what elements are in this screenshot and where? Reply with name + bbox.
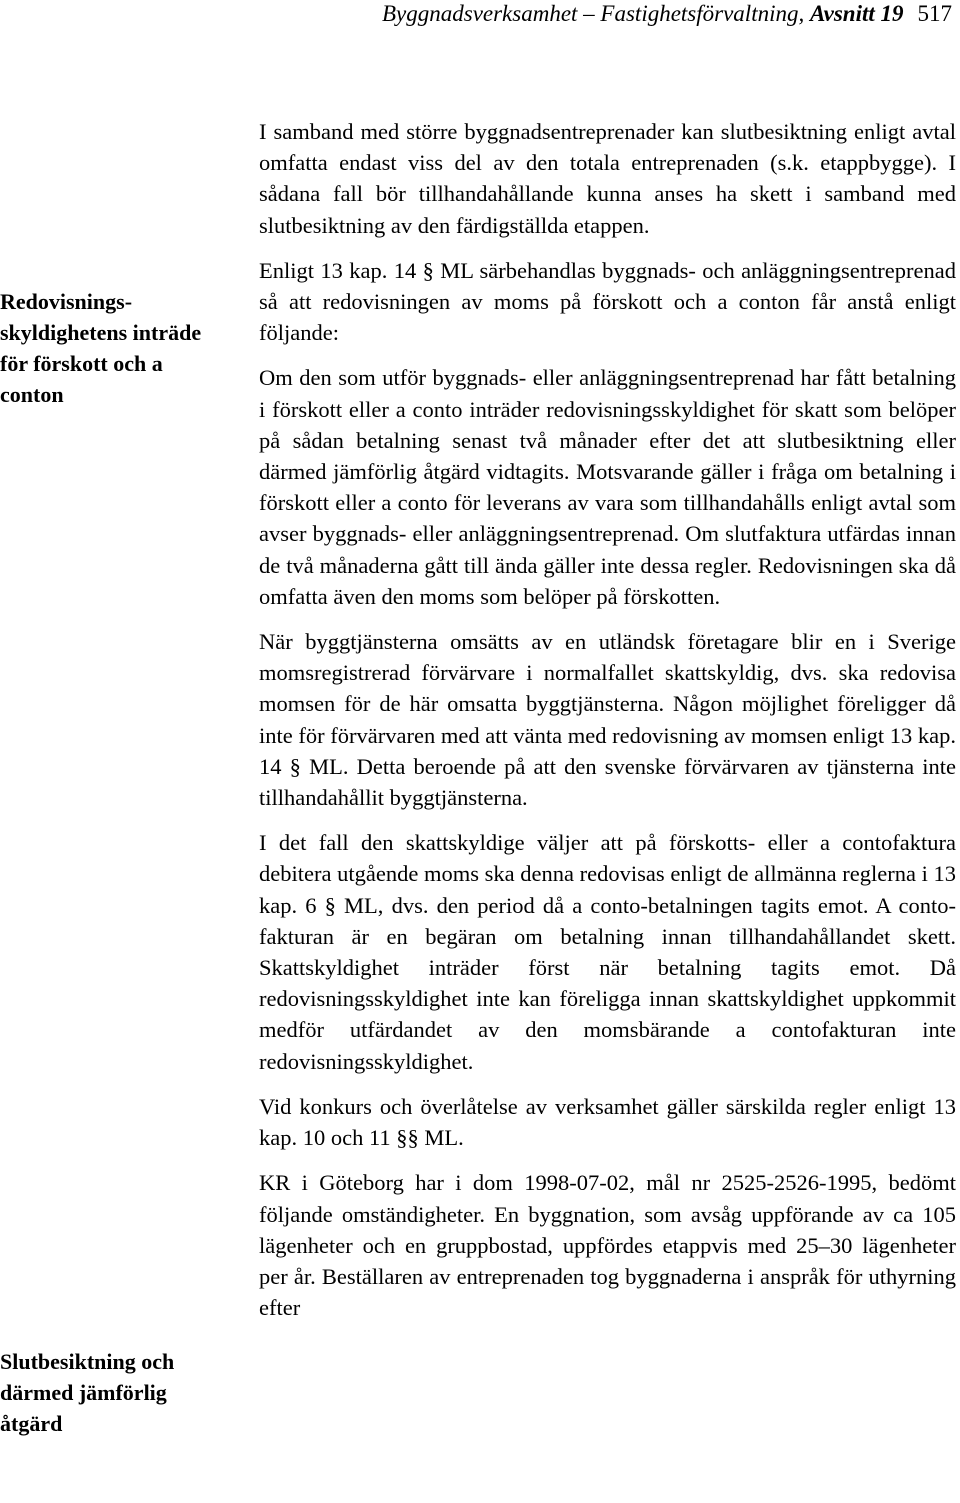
section-label: Avsnitt 19 [809,1,904,26]
running-title: Byggnadsverksamhet – Fastighetsförvaltning, [381,1,810,26]
paragraph: Om den som utför byggnads- eller anläggningsentreprenad har fått betalning i förskott eller a conto inträder redovisningsskyldighet för skatt som belöper på sådan betalning senast två månader efter det att slutbesiktning eller därmed jämförlig åtgärd vidtagits. Motsvarande gäller i fråga om betalning i förskott eller a conto för leverans av vara som tillhandahålls enligt avtal som avser byggnads- eller anläggningsentreprenad. Om slutfaktura utfärdas innan de två månaderna gått till ända gäller inte dessa regler. Redovisningen ska då omfatta även den moms som belöper på förskotten. [259,365,956,609]
paragraph: Enligt 13 kap. 14 § ML särbehandlas byggnads- och anläggningsentreprenad så att redovisningen av moms på förskott och a conton får anstå enligt följande: [259,257,956,346]
margin-heading-redovisningsskyldighet: Redovisnings-skyldighetens inträde för förskott och a conton [0,289,202,407]
paragraph: I det fall den skattskyldige väljer att på förskotts- eller a contofaktura debitera utgående moms ska denna redovisas enligt de allmänna reglerna i 13 kap. 6 § ML, dvs. den period då a conto-betalningen tagits emot. A conto-fakturan är en begäran om betalning innan tillhandahållandet skett. Skattskyldighet inträder först när betalning tagits emot. Då redovisningsskyldighet inte kan föreligga innan skattskyldighet uppkommit medför utfärdandet av den momsbärande a contofakturan inte redovisningsskyldighet. [259,830,956,1074]
body-text [259,116,956,1337]
paragraph: Vid konkurs och överlåtelse av verksamhet gäller särskilda regler enligt 13 kap. 10 och 11 §§ ML. [259,1093,956,1151]
paragraph: I samband med större byggnadsentreprenader kan slutbesiktning enligt avtal omfatta endast viss del av den totala entreprenaden (s.k. etappbygge). I sådana fall bör tillhandahållande kunna anses ha skett i samband med slutbesiktning av den färdigställda etappen. [259,119,956,238]
running-header [382,0,952,28]
page-number: 517 [917,1,952,26]
paragraph: KR i Göteborg har i dom 1998-07-02, mål nr 2525-2526-1995, bedömt följande omständigheter. En byggnation, som avsåg uppförande av ca 105 lägenheter och en gruppbostad, uppfördes etappvis med 25–30 lägenheter per år. Beställaren av entreprenaden tog byggnaderna i anspråk för uthyrning efter [259,1170,956,1321]
paragraph: När byggtjänsterna omsätts av en utländsk företagare blir en i Sverige momsregistrerad förvärvare i normalfallet skattskyldig, dvs. ska redovisa momsen för de här omsatta byggtjänsterna. Någon möjlighet föreligger då inte för förvärvaren med att vänta med redovisning av momsen enligt 13 kap. 14 § ML. Detta beroende på att den svenske förvärvaren av tjänsterna inte tillhandahållit byggtjänsterna. [259,629,956,811]
margin-heading-slutbesiktning: Slutbesiktning och därmed jämförlig åtgärd [0,1349,175,1436]
